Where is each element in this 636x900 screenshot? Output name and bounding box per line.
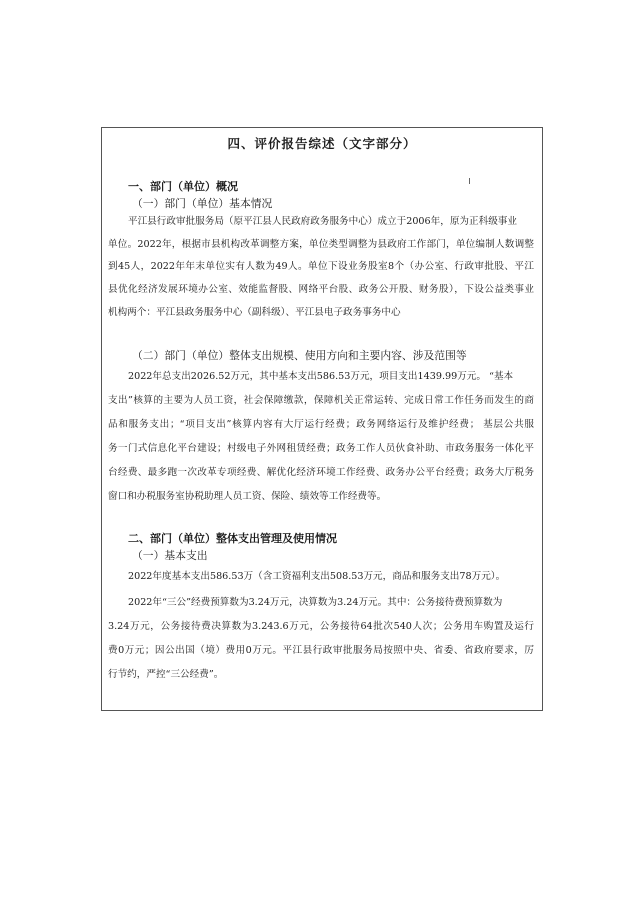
section-1-heading: 一、部门（单位）概况 <box>128 180 238 193</box>
paragraph-line: 费0万元；因公出国（境）费用0万元。平江县行政审批服务局按照中央、省委、省政府要求，厉 <box>108 645 534 656</box>
paragraph-line: 2022年度基本支出586.53万（含工资福利支出508.53万元，商品和服务支出78万元）。 <box>128 571 506 582</box>
section-2-heading: 二、部门（单位）整体支出管理及使用情况 <box>128 532 337 545</box>
paragraph-line: 单位。2022年，根据市县机构改革调整方案，单位类型调整为县政府工作部门，单位编制人数调整 <box>108 239 534 250</box>
paragraph-line: 县优化经济发展环境办公室、效能监督股、网络平台股、政务公开股、财务股），下设公益类事业 <box>108 284 534 295</box>
paragraph-line: 窗口和办税服务室协税助理人员工资、保险、绩效等工作经费等。 <box>108 491 387 502</box>
section-1-2-heading: （二）部门（单位）整体支出规模、使用方向和主要内容、涉及范围等 <box>132 349 467 362</box>
paragraph-line: 台经费、最多跑一次改革专项经费、解优化经济环境工作经费、政务办公平台经费；政务大厅税务 <box>108 467 534 478</box>
paragraph-line: 行节约，严控“三公经费”。 <box>108 669 224 680</box>
section-1-1-heading: （一）部门（单位）基本情况 <box>132 197 273 210</box>
paragraph-line: 务一门式信息化平台建设；村级电子外网租赁经费；政务工作人员伙食补助、市政务服务一体化平 <box>108 443 534 454</box>
page-title: 四、评价报告综述（文字部分） <box>227 136 417 151</box>
paragraph-line: 机构两个：平江县政务服务中心（副科级）、平江县电子政务事务中心 <box>108 307 401 318</box>
paragraph-line: 3.24万元，公务接待费决算数为3.243.6万元，公务接待64批次540人次；公务用车购置及运行 <box>108 621 534 632</box>
paragraph-line: 2022年总支出2026.52万元，其中基本支出586.53万元，项目支出1439.99万元。 “基本 <box>128 371 514 382</box>
paragraph-line: 平江县行政审批服务局（原平江县人民政府政务服务中心）成立于2006年，原为正科级事业 <box>128 216 517 227</box>
paragraph-line: 支出”核算的主要为人员工资，社会保障缴款，保障机关正常运转、完成日常工作任务而发生的商 <box>108 395 534 406</box>
paragraph-line: 品和服务支出；“项目支出”核算内容有大厅运行经费；政务网络运行及维护经费； 基层公共服 <box>108 419 534 430</box>
section-2-1-heading: （一）基本支出 <box>132 549 208 562</box>
stray-mark <box>469 178 470 184</box>
paragraph-line: 2022年“三公”经费预算数为3.24万元，决算数为3.24万元。其中：公务接待费预算数为 <box>128 597 503 608</box>
paragraph-line: 到45人，2022年年末单位实有人数为49人。单位下设业务股室8个（办公室、行政审批股、平江 <box>108 261 534 272</box>
